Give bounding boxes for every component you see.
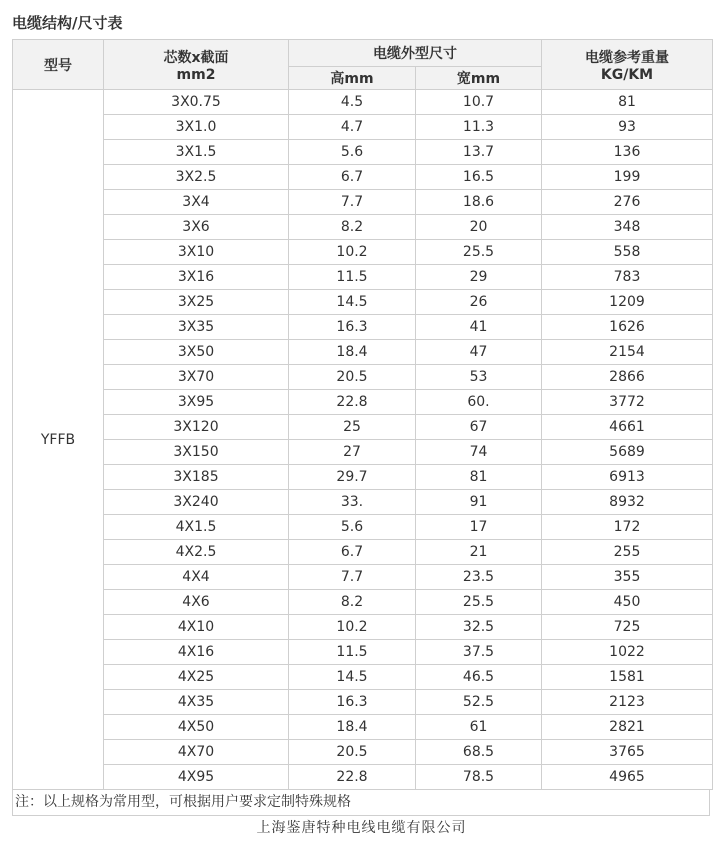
- core-section-cell: 4X70: [104, 740, 289, 765]
- height-cell: 6.7: [289, 540, 416, 565]
- table-row: [13, 440, 713, 465]
- core-section-cell: 3X50: [104, 340, 289, 365]
- table-row: [13, 390, 713, 415]
- width-cell: 18.6: [416, 190, 542, 215]
- core-section-cell: 3X25: [104, 290, 289, 315]
- table-row: [13, 715, 713, 740]
- height-cell: 33.: [289, 490, 416, 515]
- height-cell: 8.2: [289, 215, 416, 240]
- width-cell: 21: [416, 540, 542, 565]
- header-core-section-label: 芯数x截面: [163, 49, 229, 66]
- height-cell: 18.4: [289, 340, 416, 365]
- width-cell: 74: [416, 440, 542, 465]
- width-cell: 26: [416, 290, 542, 315]
- core-section-cell: 3X185: [104, 465, 289, 490]
- height-cell: 14.5: [289, 665, 416, 690]
- width-cell: 10.7: [416, 90, 542, 115]
- width-cell: 67: [416, 415, 542, 440]
- width-cell: 20: [416, 215, 542, 240]
- weight-cell: 8932: [542, 490, 713, 515]
- table-row: [13, 490, 713, 515]
- core-section-cell: 3X240: [104, 490, 289, 515]
- core-section-cell: 3X1.0: [104, 115, 289, 140]
- height-cell: 20.5: [289, 365, 416, 390]
- core-section-cell: 3X16: [104, 265, 289, 290]
- core-section-cell: 4X1.5: [104, 515, 289, 540]
- width-cell: 47: [416, 340, 542, 365]
- core-section-cell: 4X10: [104, 615, 289, 640]
- height-cell: 20.5: [289, 740, 416, 765]
- weight-cell: 199: [542, 165, 713, 190]
- weight-cell: 4661: [542, 415, 713, 440]
- height-cell: 14.5: [289, 290, 416, 315]
- width-cell: 91: [416, 490, 542, 515]
- weight-cell: 93: [542, 115, 713, 140]
- weight-cell: 725: [542, 615, 713, 640]
- cable-spec-table: [12, 39, 713, 790]
- weight-cell: 2821: [542, 715, 713, 740]
- width-cell: 81: [416, 465, 542, 490]
- header-dimension: 电缆外型尺寸: [289, 40, 542, 67]
- table-row: [13, 265, 713, 290]
- height-cell: 7.7: [289, 565, 416, 590]
- height-cell: 4.5: [289, 90, 416, 115]
- width-cell: 16.5: [416, 165, 542, 190]
- width-cell: 46.5: [416, 665, 542, 690]
- height-cell: 16.3: [289, 315, 416, 340]
- table-row: [13, 165, 713, 190]
- core-section-cell: 3X1.5: [104, 140, 289, 165]
- core-section-cell: 3X0.75: [104, 90, 289, 115]
- table-row: [13, 315, 713, 340]
- width-cell: 13.7: [416, 140, 542, 165]
- width-cell: 78.5: [416, 765, 542, 790]
- table-row: [13, 515, 713, 540]
- width-cell: 61: [416, 715, 542, 740]
- weight-cell: 2866: [542, 365, 713, 390]
- width-cell: 41: [416, 315, 542, 340]
- table-row: [13, 340, 713, 365]
- height-cell: 27: [289, 440, 416, 465]
- width-cell: 32.5: [416, 615, 542, 640]
- height-cell: 22.8: [289, 390, 416, 415]
- core-section-cell: 4X2.5: [104, 540, 289, 565]
- header-width: 宽mm: [416, 67, 542, 90]
- table-body: [13, 90, 713, 790]
- weight-cell: 6913: [542, 465, 713, 490]
- weight-cell: 1209: [542, 290, 713, 315]
- height-cell: 7.7: [289, 190, 416, 215]
- height-cell: 6.7: [289, 165, 416, 190]
- weight-cell: 5689: [542, 440, 713, 465]
- height-cell: 25: [289, 415, 416, 440]
- weight-cell: 276: [542, 190, 713, 215]
- core-section-cell: 4X50: [104, 715, 289, 740]
- header-core-section: [104, 40, 289, 90]
- table-row: [13, 640, 713, 665]
- header-weight-unit: KG/KM: [600, 66, 654, 83]
- table-row: [13, 415, 713, 440]
- weight-cell: 1581: [542, 665, 713, 690]
- core-section-cell: 3X2.5: [104, 165, 289, 190]
- table-row: [13, 290, 713, 315]
- width-cell: 68.5: [416, 740, 542, 765]
- table-row: [13, 465, 713, 490]
- width-cell: 17: [416, 515, 542, 540]
- weight-cell: 4965: [542, 765, 713, 790]
- table-row: [13, 140, 713, 165]
- table-row: [13, 690, 713, 715]
- table-note: 注：以上规格为常用型，可根据用户要求定制特殊规格: [12, 789, 710, 816]
- width-cell: 11.3: [416, 115, 542, 140]
- height-cell: 22.8: [289, 765, 416, 790]
- header-height: 高mm: [289, 67, 416, 90]
- weight-cell: 348: [542, 215, 713, 240]
- weight-cell: 1626: [542, 315, 713, 340]
- header-model: 型号: [13, 40, 104, 90]
- weight-cell: 3772: [542, 390, 713, 415]
- company-name: 上海鉴唐特种电线电缆有限公司: [256, 820, 467, 836]
- table-header: [13, 40, 713, 90]
- height-cell: 5.6: [289, 515, 416, 540]
- core-section-cell: 3X10: [104, 240, 289, 265]
- core-section-cell: 4X4: [104, 565, 289, 590]
- width-cell: 53: [416, 365, 542, 390]
- table-row: [13, 740, 713, 765]
- weight-cell: 136: [542, 140, 713, 165]
- weight-cell: 558: [542, 240, 713, 265]
- height-cell: 16.3: [289, 690, 416, 715]
- core-section-cell: 4X6: [104, 590, 289, 615]
- weight-cell: 783: [542, 265, 713, 290]
- height-cell: 8.2: [289, 590, 416, 615]
- table-row: [13, 665, 713, 690]
- table-row: [13, 540, 713, 565]
- core-section-cell: 3X150: [104, 440, 289, 465]
- table-row: [13, 190, 713, 215]
- width-cell: 25.5: [416, 240, 542, 265]
- weight-cell: 1022: [542, 640, 713, 665]
- table-row: [13, 90, 713, 115]
- table-row: [13, 115, 713, 140]
- table-row: [13, 215, 713, 240]
- header-weight-label: 电缆参考重量: [585, 49, 669, 66]
- weight-cell: 355: [542, 565, 713, 590]
- height-cell: 29.7: [289, 465, 416, 490]
- core-section-cell: 3X4: [104, 190, 289, 215]
- core-section-cell: 3X70: [104, 365, 289, 390]
- table-row: [13, 365, 713, 390]
- table-row: [13, 765, 713, 790]
- header-core-section-unit: mm2: [176, 66, 216, 83]
- height-cell: 10.2: [289, 615, 416, 640]
- core-section-cell: 3X120: [104, 415, 289, 440]
- core-section-cell: 4X25: [104, 665, 289, 690]
- header-weight: [542, 40, 713, 90]
- width-cell: 37.5: [416, 640, 542, 665]
- width-cell: 23.5: [416, 565, 542, 590]
- height-cell: 4.7: [289, 115, 416, 140]
- table-row: [13, 590, 713, 615]
- core-section-cell: 3X95: [104, 390, 289, 415]
- table-row: [13, 240, 713, 265]
- height-cell: 11.5: [289, 640, 416, 665]
- core-section-cell: 4X95: [104, 765, 289, 790]
- model-cell: YFFB: [13, 90, 104, 790]
- table-row: [13, 565, 713, 590]
- width-cell: 25.5: [416, 590, 542, 615]
- width-cell: 60.: [416, 390, 542, 415]
- weight-cell: 2123: [542, 690, 713, 715]
- width-cell: 29: [416, 265, 542, 290]
- width-cell: 52.5: [416, 690, 542, 715]
- weight-cell: 172: [542, 515, 713, 540]
- table-row: [13, 615, 713, 640]
- height-cell: 11.5: [289, 265, 416, 290]
- core-section-cell: 3X35: [104, 315, 289, 340]
- core-section-cell: 4X16: [104, 640, 289, 665]
- core-section-cell: 3X6: [104, 215, 289, 240]
- core-section-cell: 4X35: [104, 690, 289, 715]
- weight-cell: 450: [542, 590, 713, 615]
- weight-cell: 81: [542, 90, 713, 115]
- height-cell: 5.6: [289, 140, 416, 165]
- height-cell: 18.4: [289, 715, 416, 740]
- height-cell: 10.2: [289, 240, 416, 265]
- weight-cell: 2154: [542, 340, 713, 365]
- weight-cell: 3765: [542, 740, 713, 765]
- weight-cell: 255: [542, 540, 713, 565]
- page-title: 电缆结构/尺寸表: [12, 14, 123, 32]
